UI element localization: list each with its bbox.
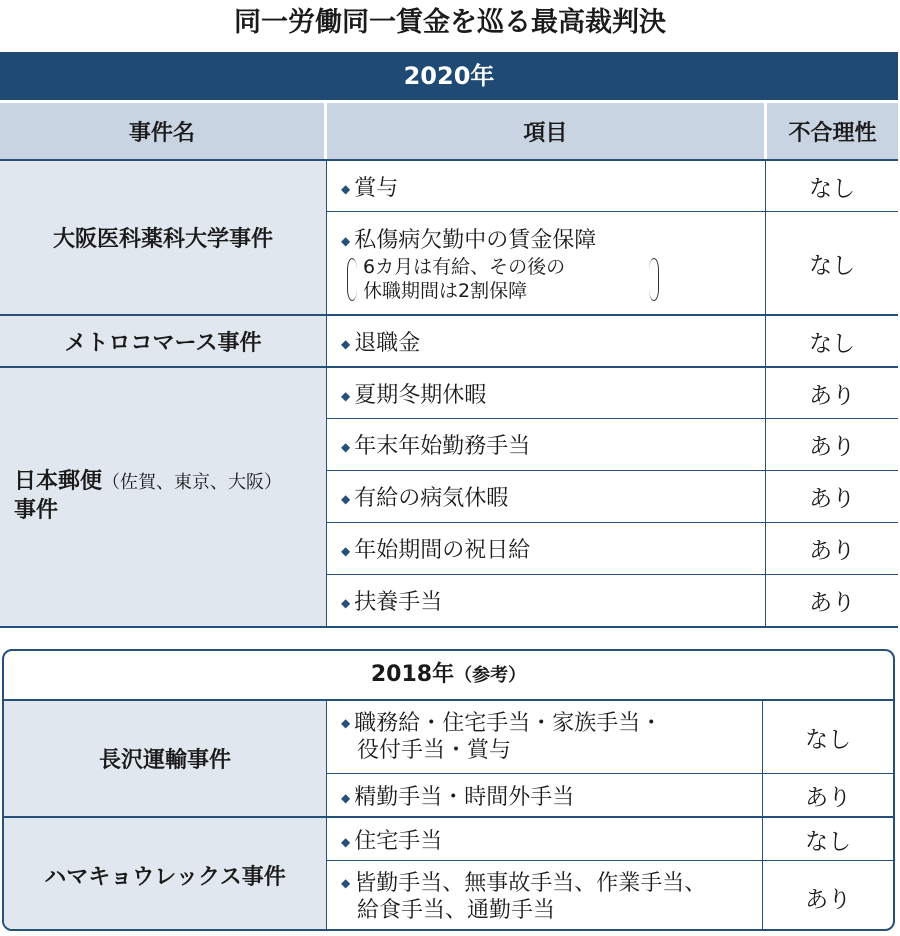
item-label: 年末年始勤務手当 — [354, 434, 531, 459]
header-item: 項目 — [324, 103, 764, 159]
diamond-bullet-icon: ◆ — [341, 834, 351, 849]
item-label: 賞与 — [354, 175, 399, 201]
diamond-bullet-icon: ◆ — [341, 876, 351, 890]
page-title: 同一労働同一賃金を巡る最高裁判決 — [234, 7, 666, 38]
diamond-bullet-icon: ◆ — [341, 790, 351, 805]
table-row — [326, 470, 898, 522]
table-row — [326, 211, 898, 314]
table-row — [326, 316, 898, 366]
table-row — [326, 860, 893, 931]
result-value: あり — [762, 774, 893, 816]
item-note: 6カ月は有給、その後の 休職期間は2割保障 — [341, 256, 653, 304]
result-value: あり — [765, 471, 898, 522]
divider — [0, 626, 898, 628]
header-case-name: 事件名 — [128, 120, 195, 146]
item-label: 年始期間の祝日給 — [354, 538, 531, 563]
item-label: 退職金 — [354, 330, 421, 356]
item-label: 皆勤手当、無事故手当、作業手当、 — [354, 870, 707, 896]
table-header — [0, 100, 898, 159]
case-group-osaka-medical — [0, 159, 898, 314]
item-label: 精勤手当・時間外手当 — [354, 784, 575, 810]
diamond-bullet-icon: ◆ — [341, 233, 351, 248]
case-group-nagasawa — [4, 699, 893, 816]
result-value: あり — [765, 575, 898, 626]
diamond-bullet-icon: ◆ — [341, 181, 351, 196]
case-group-metro-commerce — [0, 314, 898, 366]
table-row — [326, 418, 898, 470]
item-label: 職務給・住宅手当・家族手当・ — [354, 710, 663, 736]
diamond-bullet-icon: ◆ — [341, 492, 351, 506]
item-label-cont: 給食手当、通勤手当 — [357, 898, 556, 923]
result-value: なし — [762, 701, 893, 773]
table-row — [326, 818, 893, 860]
diamond-bullet-icon: ◆ — [341, 336, 351, 351]
case-name: ハマキョウレックス事件 — [4, 818, 326, 931]
table-2020 — [0, 52, 898, 628]
result-value: なし — [765, 212, 898, 314]
diamond-bullet-icon: ◆ — [341, 388, 351, 403]
header-unreasonableness: 不合理性 — [764, 103, 898, 159]
case-name: 日本郵便（佐賀、東京、大阪） 事件 — [0, 368, 326, 626]
case-group-hamakyorex — [4, 816, 893, 931]
result-value: なし — [762, 818, 893, 860]
item-label-cont: 役付手当・賞与 — [357, 738, 512, 763]
result-value: なし — [765, 316, 898, 366]
item-label: 私傷病欠勤中の賃金保障 — [354, 227, 597, 253]
case-name: 長沢運輸事件 — [4, 701, 326, 816]
year-banner-2020: 2020年 — [0, 52, 898, 100]
result-value: あり — [765, 523, 898, 574]
result-value: あり — [762, 861, 893, 931]
case-group-japan-post — [0, 366, 898, 626]
table-row — [326, 574, 898, 626]
table-row — [326, 161, 898, 211]
diamond-bullet-icon: ◆ — [341, 716, 351, 730]
result-value: あり — [765, 368, 898, 418]
diamond-bullet-icon: ◆ — [341, 596, 351, 610]
item-label: 夏期冬期休暇 — [354, 382, 487, 408]
table-row — [326, 773, 893, 816]
diamond-bullet-icon: ◆ — [341, 544, 351, 558]
year-caption-2018: 2018年（参考） — [370, 662, 527, 687]
table-row — [326, 701, 893, 773]
case-name: メトロコマース事件 — [0, 316, 326, 366]
result-value: なし — [765, 161, 898, 211]
diamond-bullet-icon: ◆ — [341, 440, 351, 454]
case-name: 大阪医科薬科大学事件 — [0, 161, 326, 314]
table-row — [326, 368, 898, 418]
result-value: あり — [765, 419, 898, 470]
table-2018 — [2, 649, 895, 931]
item-label: 有給の病気休暇 — [354, 486, 509, 511]
table-row — [326, 522, 898, 574]
item-label: 扶養手当 — [354, 590, 443, 615]
item-label: 住宅手当 — [354, 828, 443, 854]
